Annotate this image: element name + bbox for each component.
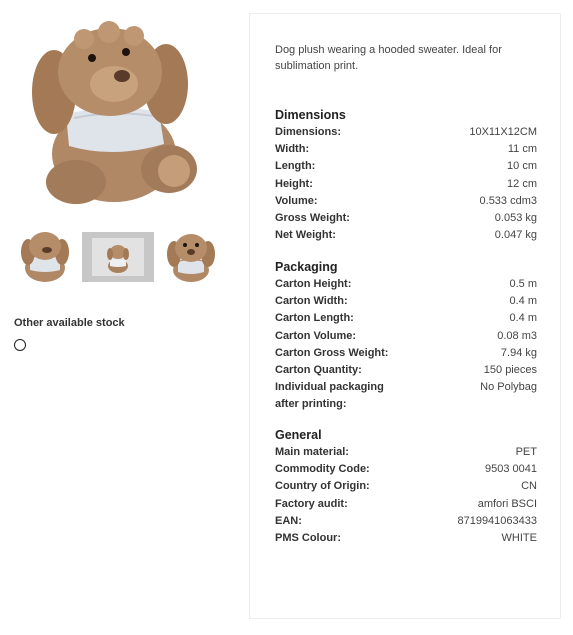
spec-row: [275, 478, 537, 495]
spec-value: 150 pieces: [483, 364, 537, 377]
spec-row: [275, 444, 537, 461]
spec-value: 11 cm: [507, 143, 537, 156]
spec-label: Carton Height:: [275, 278, 352, 290]
thumbnail-strip: [14, 228, 224, 288]
spec-row: [275, 141, 537, 158]
spec-label: Gross Weight:: [275, 212, 350, 225]
packaging-title: Packaging: [275, 260, 338, 274]
spec-row: [275, 293, 537, 310]
packaging-section: [275, 258, 537, 414]
dimensions-section: [275, 106, 537, 244]
spec-row: [275, 158, 537, 175]
spec-value: PET: [515, 446, 537, 458]
spec-row: [275, 379, 537, 413]
spec-row: [275, 310, 537, 327]
thumbnail-sitting[interactable]: [160, 228, 222, 286]
spec-label: Net Weight:: [275, 229, 336, 242]
spec-label: PMS Colour:: [275, 532, 341, 545]
spec-value: 0.08 m3: [497, 329, 537, 342]
thumbnail-lifestyle[interactable]: [82, 232, 154, 282]
other-stock-label: Other available stock: [14, 317, 125, 329]
spec-value: 0.4 m: [509, 295, 537, 308]
spec-label: Volume:: [275, 194, 318, 207]
spec-value: 0.5 m: [509, 278, 537, 290]
spec-row: [275, 276, 537, 293]
spec-label: Width:: [275, 143, 310, 156]
spec-value: 0.047 kg: [494, 229, 537, 242]
spec-label: Carton Volume:: [275, 329, 357, 342]
spec-value: 10X11X12CM: [469, 126, 537, 138]
spec-label: Carton Width:: [275, 295, 348, 308]
product-description: Dog plush wearing a hooded sweater. Ideal for sublimation print.: [275, 44, 502, 72]
spec-row: [275, 193, 537, 210]
spec-row: [275, 210, 537, 227]
spec-value: 0.053 kg: [494, 212, 537, 225]
spec-row: [275, 176, 537, 193]
spec-value: WHITE: [501, 532, 537, 545]
spec-row: [275, 227, 537, 244]
spec-value: 10 cm: [507, 160, 537, 173]
spec-value: 0.533 cdm3: [479, 194, 537, 207]
spec-value: 7.94 kg: [500, 346, 537, 359]
dog-plush-image[interactable]: [14, 14, 214, 214]
spec-row: [275, 124, 537, 141]
spec-label: Main material:: [275, 446, 349, 458]
thumbnail-front[interactable]: [14, 228, 76, 286]
spec-label: Country of Origin:: [275, 480, 370, 493]
spec-value: 9503 0041: [485, 463, 537, 476]
spec-row: [275, 362, 537, 379]
spec-label: Dimensions:: [275, 126, 342, 138]
spec-row: [275, 513, 537, 530]
other-stock-radio[interactable]: [14, 339, 26, 351]
product-info-panel: [249, 13, 561, 619]
spec-value: amfori BSCI: [477, 497, 537, 510]
spec-value: CN: [521, 480, 537, 493]
spec-label: Individual packaging after printing:: [275, 381, 384, 411]
spec-label: Carton Quantity:: [275, 364, 362, 377]
spec-row: [275, 345, 537, 362]
spec-label: Commodity Code:: [275, 463, 370, 476]
spec-label: EAN:: [275, 514, 302, 527]
spec-label: Length:: [275, 160, 316, 173]
spec-label: Carton Gross Weight:: [275, 346, 389, 359]
spec-value: No Polybag: [480, 381, 537, 394]
spec-row: [275, 328, 537, 345]
spec-value: 8719941063433: [457, 514, 537, 527]
spec-value: 0.4 m: [509, 312, 537, 325]
dimensions-title: Dimensions: [275, 108, 346, 122]
spec-label: Carton Length:: [275, 312, 354, 325]
spec-label: Height:: [275, 177, 313, 190]
spec-row: [275, 530, 537, 547]
spec-label: Factory audit:: [275, 497, 348, 510]
general-title: General: [275, 428, 322, 442]
general-section: [275, 426, 537, 547]
spec-row: [275, 496, 537, 513]
spec-value: 12 cm: [507, 177, 537, 190]
spec-row: [275, 461, 537, 478]
